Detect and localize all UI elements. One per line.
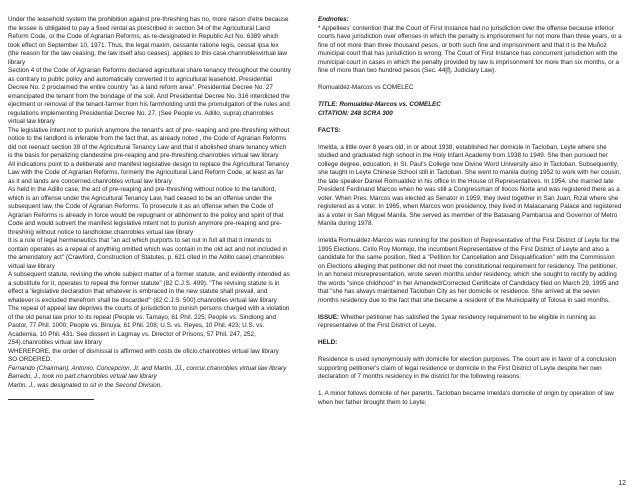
case-line: Romualdez-Marcos vs COMELEC xyxy=(318,84,414,91)
signatory-line: Fernando (Chairman), Antonio, Concepcion, Jr. and Martin, JJ., concur.chanrobles virtual law library xyxy=(8,364,287,372)
page-number: 12 xyxy=(618,480,626,487)
issue-heading: ISSUE: xyxy=(318,313,339,321)
held-heading: HELD: xyxy=(318,339,338,346)
endnote-text: * Appellees' contention that the Court of First Instance had no jurisdiction over the offense because inferior courts have jurisdiction over offenses in which the penalty is imprisonment for not more than three years, or a fine of not more than three thousand pesos, or both such fine and imprisonment and that it is the Muñoz municipal court that has jurisdiction is wrong. The Court of First Instance has concurrent jurisdiction with the municipal court in cases in which the penalty provided by law is imprisonment for more than six months, or a fine of more than two hundred pesos (Sec. 44[f], Judiciary Law). xyxy=(318,24,622,74)
case-title: TITLE: Romualdez-Marcos vs. COMELEC xyxy=(318,101,441,108)
case-citation: CITATION: 248 SCRA 300 xyxy=(318,109,393,117)
facts-paragraph-2: Imelda Romualdez-Marcos was running for the position of Representative of the First District of Leyte for the 1995 Elections. Cirilo Roy Montejo, the incumbent Representative of the First District of Leyte and also a candidate for the same position, filed a "Petition for Cancellation and Disqualification" with the Commission on Elections alleging that petitioner did not meet the constitutional requirement for residency. The petitioner, in an honest misrepresentation, wrote seven months under residency, which she sought to rectify by adding the words "since childhood" in her Amended/Corrected Certificate of Candidacy filed on March 29, 1995 and that "she has always maintained Tacloban City as her domicile or residence. She arrived at the seven months residency due to the fact that she became a resident of the Municipality of Tolosa in said months. xyxy=(318,237,620,304)
paragraph-subsequent-statute: A subsequent statute, revising the whole subject matter of a former statute, and evidently intended as a substitute for it, operates to repeal the former statute" (82 C.J.S. 499). "The revising statute is in effect a 'legislative declaration that whatever is embraced in the new statute shall prevail, and whatever is excluded therefrom shall be discarded'" (82 C.J.S. 500).chanrobles virtual law library xyxy=(8,271,290,304)
paragraph-hermeneutics: It is a rule of legal hermeneutics that "an act which purports to set out in full all that it intends to contain operates as a repeal of anything omitted which was contain in the old act and not included in the amendatory act" (Crawford, Construction of Statutes, p. 621 cited in the Adillo case).chanrobles virtual law library xyxy=(8,237,288,270)
paragraph-adillo: As held in the Adillo case, the act of pre-reaping and pre-threshing without notice to the landlord, which is an offense under the Agricultural Tenancy Law, had ceased to be an offense under the subsequent law, the Code of Agrarian Reforms. To prosecute it as an offense when the Code of Agrarian Reforms is already in force would be repugnant or abhorrent to the policy and spirit of that Code and would subvert the manifest legislative intent not to punish anymore pre-reaping and pre-threshing without notice to landholder.chanrobles virtual law library xyxy=(8,186,284,236)
right-column xyxy=(318,16,622,407)
paragraph-repeal: The repeal of appeal law deprives the courts of jurisdiction to punish persons charged with a violation of the old penal law prior to its repeal (People vs. Tamayo, 61 Phil. 225; People vs. Sindiong and Pastor, 77 Phil. 1000; People vs. Binuya, 61 Phil. 208; U.S. vs. Reyes, 10 Phil. 423; U.S. vs. Academia, 10 Phil. 431. See dissent in Lagmay vs. Director of Prisons, 57 Phil. 247, 252, 254).chanrobles virtual law library xyxy=(8,305,290,346)
paragraph-indications: All indications point to a deliberate and manifest legislative design to replace the Agricultural Tenancy Law with the Code of Agrarian Reforms, formerly the Agricultural Land Reform Code, at least as far as it and lands are concerned.chanrobles virtual law library xyxy=(8,160,289,185)
held-paragraph-1: Residence is used synonymously with domicile for election purposes. The court are in favor of a conclusion supporting petitioner's claim of legal residence or domicile in the First District of Leyte despite her own declaration of 7 months residency in the district for the following reasons: xyxy=(318,356,617,380)
signatory-line: Barredo, J., took no part.chanrobles virtual law library xyxy=(8,373,157,380)
footnote-divider xyxy=(8,399,94,400)
left-column xyxy=(8,16,291,400)
paragraph-wherefore: WHEREFORE, the order of dismissal is affirmed with costs de oficio.chanrobles virtual law library xyxy=(8,347,279,355)
issue-paragraph xyxy=(318,314,622,331)
facts-heading: FACTS: xyxy=(318,126,341,134)
paragraph-legislative-intent: The legislative intent not to punish anymore the tenant's act of pre- reaping and pre-threshing without notice to the landlord is inferable from the fact that, as already noted , the Code of Agrarian Reforms did not reenact section 39 of the Agricultural Tenancy Law and that it abolished share tenancy which is the basis for penalizing clandestine pre-reaping and pre-threshing.chanrobles virtual law library xyxy=(8,126,290,159)
issue-text: Whether petitioner has satisfied the 1year residency requirement to be eligible in running as representative of the First District of Leyte. xyxy=(318,313,596,329)
held-paragraph-2: 1. A minor follows domicile of her parents. Tacloban became Imelda's domicile of origin by operation of law when her father brought them to Leyte; xyxy=(318,390,614,406)
paragraph-leasehold: Under the leasehold system the prohibition against pre-threshing has no, more raison d'etre because the lessee is obligated to pay a fixed rental as prescribed in section 34 of the Agricultural Land Reform Code, or the Code of Agrarian Reforms, as re-designated in Republic Act No. 6389 which took effect on September 10, 1971. Thus, the legal maxim, cessante ratione legis, cessat ipsa lex (the reason for the law ceasing, the law itself also ceases). applies to this case.chanroblesvirtual law library xyxy=(8,16,289,66)
endnotes-heading: Endnotes: xyxy=(318,16,349,23)
paragraph-so-ordered: SO ORDERED. xyxy=(8,356,53,363)
signatory-line: Martin, J., was designated to sit in the Second Division. xyxy=(8,381,163,389)
paragraph-section-4: Section 4 of the Code of Agrarian Reforms declared agricultural share tenancy throughout the country as contrary to public policy and automatically converted it to agricultural leasehold. Presidential Decree No. 2 proclaimed the entire country "as a land reform area". Presidential Decree No. 27 emancipated the tenant from the bondage of the soil. And Presidential Decree No. 316 interdicted the ejectment or removal of the tenant-farmer from his farmholding until the promulgation of the rules and regulations implementing Presidential Decree No. 27. (See People vs. Adillo, supra).chanrobles virtual law library xyxy=(8,67,291,125)
facts-paragraph-1: Imelda, a little over 8 years old, in or about 1938, established her domicile in Tacloban, Leyte where she studied and graduated high school in the Holy Infant Academy from 1938 to 1949. She then pursued her college degree, education, in St. Paul's College now Divine Word University also in Tacloban. Subsequently, she taught in Leyte Chinese School still in Tacloban. She went to manila during 1952 to work with her cousin, the late speaker Daniel Romualdez in his office in the House of Representatives. In 1954, she married late President Ferdinand Marcos when he was still a Congressman of Ilocos Norte and was registered there as a voter. When Pres. Marcos was elected as Senator in 1959, they lived together in San Juan, Rizal where she registered as a voter. In 1965, when Marcos won presidency, they lived in Malacanang Palace and registered as a voter in San Miguel Manila. She served as member of the Batasang Pambansa and Governor of Metro Manila during 1978. xyxy=(318,143,622,227)
